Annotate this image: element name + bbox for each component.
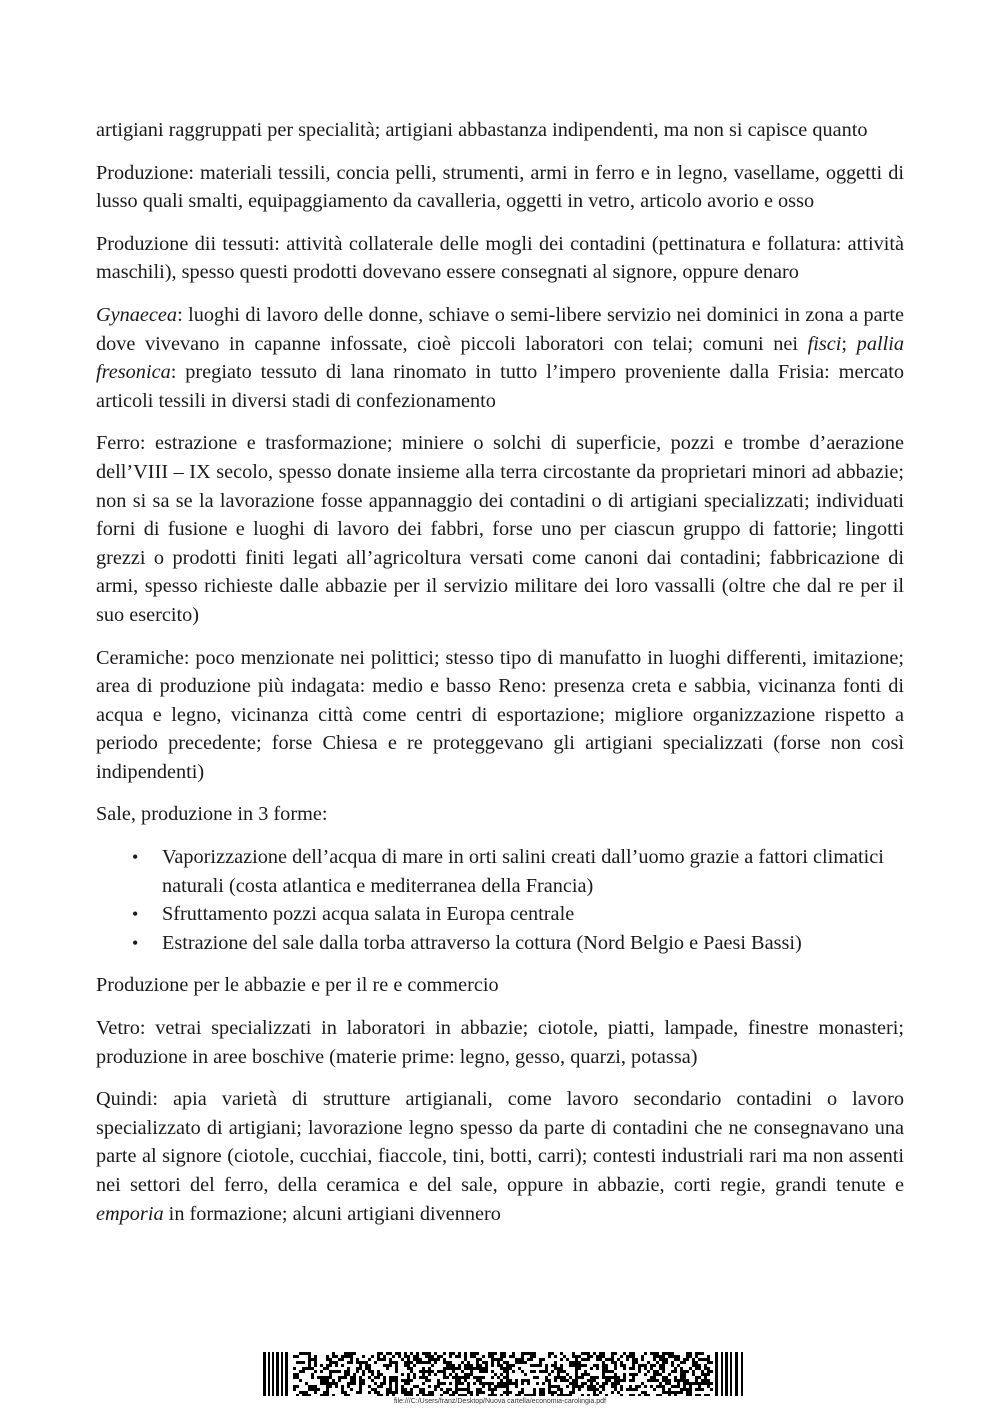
paragraph — [96, 301, 904, 415]
footer-file-path: file:///C:/Users/franz/Desktop/Nuova cartella/economia-carolingia.pdf — [393, 1398, 607, 1405]
bullet-icon: • — [132, 847, 139, 868]
paragraphs-before-list — [96, 116, 904, 829]
paragraphs-after-list — [96, 971, 904, 1228]
paragraph-text: ; — [841, 332, 857, 355]
salt-production-list — [96, 843, 904, 957]
list-item-text: Vaporizzazione dell’acqua di mare in orti salini creati dall’uomo grazie a fattori climatici naturali (costa atlantica e mediterranea della Francia) — [162, 846, 884, 897]
list-item — [96, 900, 904, 929]
list-item-text: Estrazione del sale dalla torba attraverso la cottura (Nord Belgio e Paesi Bassi) — [162, 931, 802, 954]
barcode-image — [263, 1352, 747, 1396]
italic-term: emporia — [96, 1202, 164, 1225]
italic-term: fisci — [807, 332, 842, 355]
paragraph-text: Sale, produzione in 3 forme: — [96, 803, 328, 826]
paragraph-text: Produzione per le abbazie e per il re e commercio — [96, 974, 499, 997]
paragraph-text: Produzione: materiali tessili, concia pelli, strumenti, armi in ferro e in legno, vasellame, oggetti di lusso quali smalti, equipaggiamento da cavalleria, oggetti in vetro, articolo avorio e osso — [96, 161, 904, 213]
paragraph — [96, 116, 904, 145]
paragraph-text: Ceramiche: poco menzionate nei polittici; stesso tipo di manufatto in luoghi differenti, imitazione; area di produzione più indagata: medio e basso Reno: presenza creta e sabbia, vicinanza fonti di acqua e legno, vicinanza città come centri di esportazione; migliore organizzazione rispetto a periodo precedente; forse Chiesa e re proteggevano gli artigiani specializzati (forse non così indipendenti) — [96, 646, 904, 783]
paragraph-text: in formazione; alcuni artigiani divennero — [163, 1202, 501, 1225]
paragraph — [96, 971, 904, 1000]
paragraph-text: Vetro: vetrai specializzati in laboratori in abbazie; ciotole, piatti, lampade, finestre monasteri; produzione in aree boschive (materie prime: legno, gesso, quarzi, potassa) — [96, 1017, 904, 1068]
paragraph-text: artigiani raggruppati per specialità; artigiani abbastanza indipendenti, ma non si capisce quanto — [96, 119, 868, 141]
bullet-icon: • — [132, 904, 139, 925]
list-item-text: Sfruttamento pozzi acqua salata in Europa centrale — [162, 903, 575, 926]
paragraph — [96, 230, 904, 287]
paragraph — [96, 1085, 904, 1228]
paragraph — [96, 644, 904, 787]
paragraph-text: : luoghi di lavoro delle donne, schiave o semi-libere servizio nei dominici in zona a parte dove vivevano in capanne infossate, cioè piccoli laboratori con telai; comuni nei — [96, 303, 904, 355]
italic-term: pallia fresonica — [96, 332, 904, 384]
paragraph — [96, 429, 904, 629]
paragraph — [96, 800, 904, 829]
paragraph-text: Ferro: estrazione e trasformazione; miniere o solchi di superficie, pozzi e trombe d’aerazione dell’VIII – IX secolo, spesso donate insieme alla terra circostante da proprietari minori ad abbazie; non si sa se la lavorazione fosse appannaggio dei contadini o di artigiani specializzati; individuati forni di fusione e luoghi di lavoro dei fabbri, forse uno per ciascun gruppo di fattorie; lingotti grezzi o prodotti finiti legati all’agricoltura versati come canoni dai contadini; fabbricazione di armi, spesso richieste dalle abbazie per il servizio militare dei loro vassalli (oltre che dal re per il suo esercito) — [96, 432, 904, 626]
document-page — [96, 116, 904, 1228]
paragraph-text: Quindi: apia varietà di strutture artigianali, come lavoro secondario contadini o lavoro specializzato di artigiani; lavorazione legno spesso da parte di contadini che ne consegnavano una parte al signore (ciotole, cucchiai, fiaccole, tini, botti, carri); contesti industriali rari ma non assenti nei settori del ferro, della ceramica e del sale, oppure in abbazie, corti regie, grandi tenute e — [96, 1088, 904, 1196]
paragraph-text: : pregiato tessuto di lana rinomato in tutto l’impero proveniente dalla Frisia: mercato articoli tessili in diversi stadi di confezionamento — [96, 361, 904, 412]
italic-term: Gynaecea — [96, 303, 178, 326]
list-item — [96, 929, 904, 958]
bullet-icon: • — [132, 932, 139, 953]
paragraph-text: Produzione dii tessuti: attività collaterale delle mogli dei contadini (pettinatura e follatura: attività maschili), spesso questi prodotti dovevano essere consegnati al signore, oppure denaro — [96, 232, 904, 284]
paragraph — [96, 1014, 904, 1071]
paragraph — [96, 159, 904, 216]
list-item — [96, 843, 904, 900]
